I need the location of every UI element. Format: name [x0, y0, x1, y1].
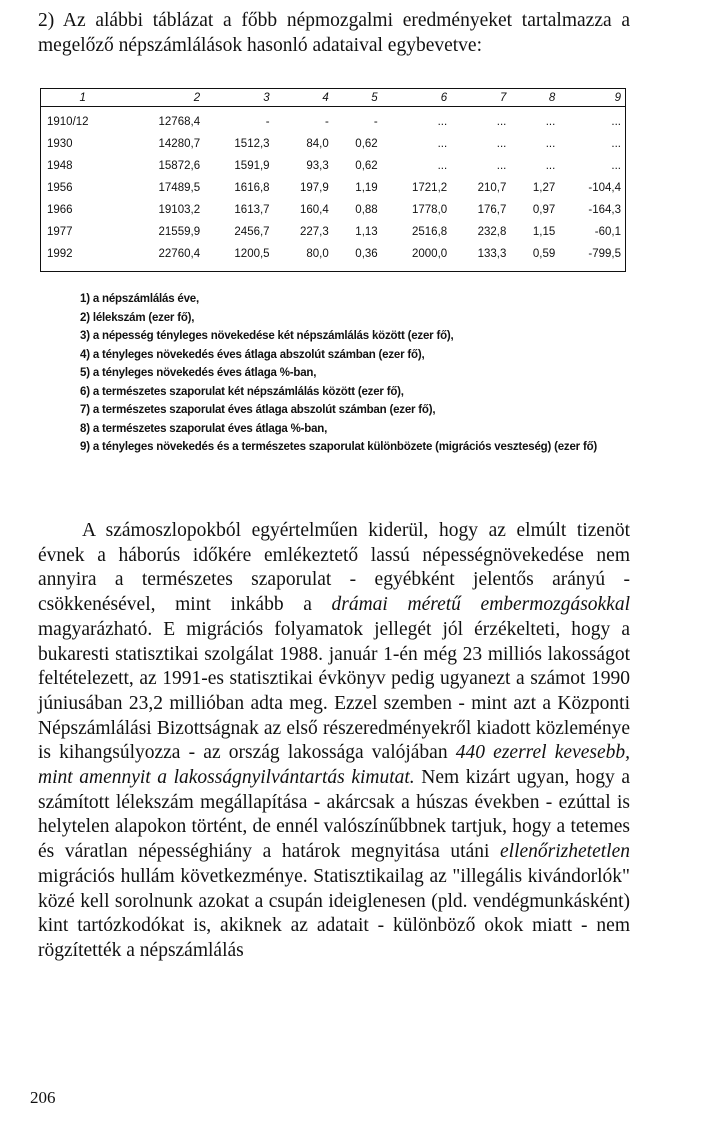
table-header: 8 [510, 89, 559, 107]
table-cell: ... [437, 160, 448, 172]
table-note: 2) lélekszám (ezer fő), [80, 311, 195, 324]
census-table [40, 88, 626, 272]
table-header: 5 [333, 89, 382, 107]
table-cell: - [265, 116, 270, 128]
table-cell: 1977 [47, 226, 73, 238]
table-cell: 15872,6 [158, 160, 201, 172]
table-cell: ... [611, 160, 621, 172]
table-header: 7 [451, 89, 510, 107]
table-cell: 93,3 [306, 160, 329, 172]
table-cell: 0,59 [532, 248, 556, 260]
table-cell: 1930 [47, 138, 73, 150]
table-header: 6 [382, 89, 452, 107]
table-cell: 2000,0 [412, 248, 448, 260]
table-cell: ... [496, 160, 507, 172]
body-text-4: migrációs hullám következménye. Statisztikailag az "illegális kivándorlók" közé kell sorolnunk azokat a csupán ideiglenesen (pld. vendégmunkásként) kint tartózkodókat is, akiknek az adatait - különböző okok miatt - nem rögzítették a népszámlálás [38, 865, 630, 961]
table-cell: ... [545, 116, 556, 128]
table-row [41, 107, 626, 134]
table-row [41, 221, 626, 243]
table-cell: 232,8 [477, 226, 507, 238]
table-cell: 176,7 [477, 204, 507, 216]
table-cell: -164,3 [588, 204, 621, 216]
table-cell: 1956 [47, 182, 73, 194]
table-cell: -60,1 [594, 226, 621, 238]
table-cell: 2516,8 [412, 226, 448, 238]
table-cell: ... [496, 138, 507, 150]
body-emphasis-2: 440 ezerrel kevesebb, mint amennyit a lakosságnyilvántartás kimutat. [38, 742, 631, 789]
table-cell: 22760,4 [158, 248, 201, 260]
table-note: 6) a természetes szaporulat két népszámlálás között (ezer fő), [80, 385, 404, 398]
table-cell: - [324, 116, 329, 128]
table-cell: 1,15 [532, 226, 556, 238]
table-note: 3) a népesség tényleges növekedése két népszámlálás között (ezer fő), [80, 330, 454, 342]
table-notes [80, 290, 620, 457]
table-note: 8) a természetes szaporulat éves átlaga %-ban, [80, 422, 328, 435]
table-cell: 1948 [47, 160, 73, 172]
table-header: 4 [274, 89, 333, 107]
table-cell: -104,4 [588, 182, 621, 194]
body-emphasis-1: drámai méretű embermozgásokkal [331, 594, 631, 616]
table-cell: ... [545, 138, 556, 150]
table-cell: 21559,9 [158, 226, 201, 238]
table-row [41, 177, 626, 199]
intro-paragraph [38, 8, 630, 58]
table-cell: 227,3 [300, 226, 329, 238]
table-header: 2 [124, 89, 204, 107]
table-cell: 1591,9 [234, 160, 270, 172]
body-text-3: Nem kizárt ugyan, hogy a számított lélekszám megállapítása - akárcsak a húszas években - ezúttal is helytelen alapokon történt, de ennél valószínűbbnek tartjuk, hogy a tetemes és váratlan népességhiány a határok megnyitása utáni [38, 767, 631, 863]
table-cell: 80,0 [306, 248, 329, 260]
table-row [41, 155, 626, 177]
table-header: 3 [204, 89, 274, 107]
table-cell: 84,0 [306, 138, 329, 150]
table-cell: 0,97 [532, 204, 556, 216]
table-cell: 1616,8 [234, 182, 270, 194]
table-cell: 0,88 [355, 204, 378, 216]
table-cell: 1,27 [532, 182, 556, 194]
table-cell: ... [437, 138, 448, 150]
body-paragraph [38, 519, 630, 964]
body-text-1: A számoszlopokból egyértelműen kiderül, hogy az elmúlt tizenöt évnek a háborús időkére emlékeztető lassú népességnövekedése nem annyira a természetes szaporulat - egyébként jelentős arányú - csökkenésével, mint inkább a [38, 520, 630, 616]
table-cell: 12768,4 [158, 116, 201, 128]
table-cell: 210,7 [477, 182, 507, 194]
table-cell: - [373, 116, 378, 128]
table-cell: 1,13 [355, 226, 378, 238]
table-header-row [41, 89, 626, 107]
table-cell: 1613,7 [234, 204, 270, 216]
table-cell: 1512,3 [234, 138, 270, 150]
table-cell: 0,36 [355, 248, 378, 260]
intro-text: 2) Az alábbi táblázat a főbb népmozgalmi eredményeket tartalmazza a megelőző népszámlálások hasonló adataival egybevetve: [38, 10, 630, 56]
table-header: 1 [41, 89, 125, 107]
table-cell: ... [611, 116, 621, 128]
table-header: 9 [559, 89, 625, 107]
table-row [41, 133, 626, 155]
table-cell: ... [611, 138, 621, 150]
table-cell: ... [496, 116, 507, 128]
table-cell: 133,3 [477, 248, 507, 260]
table-cell: -799,5 [588, 248, 621, 260]
table-cell: 160,4 [300, 204, 329, 216]
table-cell: 0,62 [355, 138, 378, 150]
table-cell: 0,62 [355, 160, 378, 172]
table-cell: ... [545, 160, 556, 172]
body-text-2: magyarázható. E migrációs folyamatok jellegét jól érzékelteti, hogy a bukaresti statisztikai szolgálat 1988. január 1-én még 23 milliós lakosságot feltételezett, az 1991-es statisztikai évkönyv pedig ugyanezt a számot 1990 júniusában 23,2 millióban adta meg. Ezzel szemben - mint azt a Központi Népszámlálási Bizottságnak az első részeredményekről kiadott közleménye is kihangsúlyozza - az ország lakossága valójában [38, 618, 630, 764]
table-body [41, 107, 626, 272]
page-number: 206 [30, 1088, 56, 1107]
body-emphasis-3: ellenőrizhetetlen [500, 841, 630, 863]
table-cell: 1,19 [355, 182, 378, 194]
table-row [41, 243, 626, 272]
table-cell: 14280,7 [158, 138, 201, 150]
table-note: 4) a tényleges növekedés éves átlaga abszolút számban (ezer fő), [80, 348, 425, 361]
table-cell: 197,9 [300, 182, 329, 194]
table-cell: 1721,2 [412, 182, 448, 194]
table-note: 5) a tényleges növekedés éves átlaga %-ban, [80, 367, 317, 379]
table-note: 1) a népszámlálás éve, [80, 293, 199, 305]
table-cell: 2456,7 [234, 226, 270, 238]
table-note: 9) a tényleges növekedés és a természetes szaporulat különbözete (migrációs veszteség) (ezer fő) [80, 441, 598, 453]
table-row [41, 199, 626, 221]
table-note: 7) a természetes szaporulat éves átlaga abszolút számban (ezer fő), [80, 404, 436, 416]
table-cell: 17489,5 [158, 182, 201, 194]
table-cell: 1992 [47, 248, 73, 260]
table-cell: 1778,0 [412, 204, 448, 216]
table-cell: 1910/12 [47, 116, 89, 128]
table-cell: ... [437, 116, 448, 128]
table-cell: 1200,5 [234, 248, 270, 260]
table-cell: 19103,2 [158, 204, 201, 216]
table-cell: 1966 [47, 204, 73, 216]
